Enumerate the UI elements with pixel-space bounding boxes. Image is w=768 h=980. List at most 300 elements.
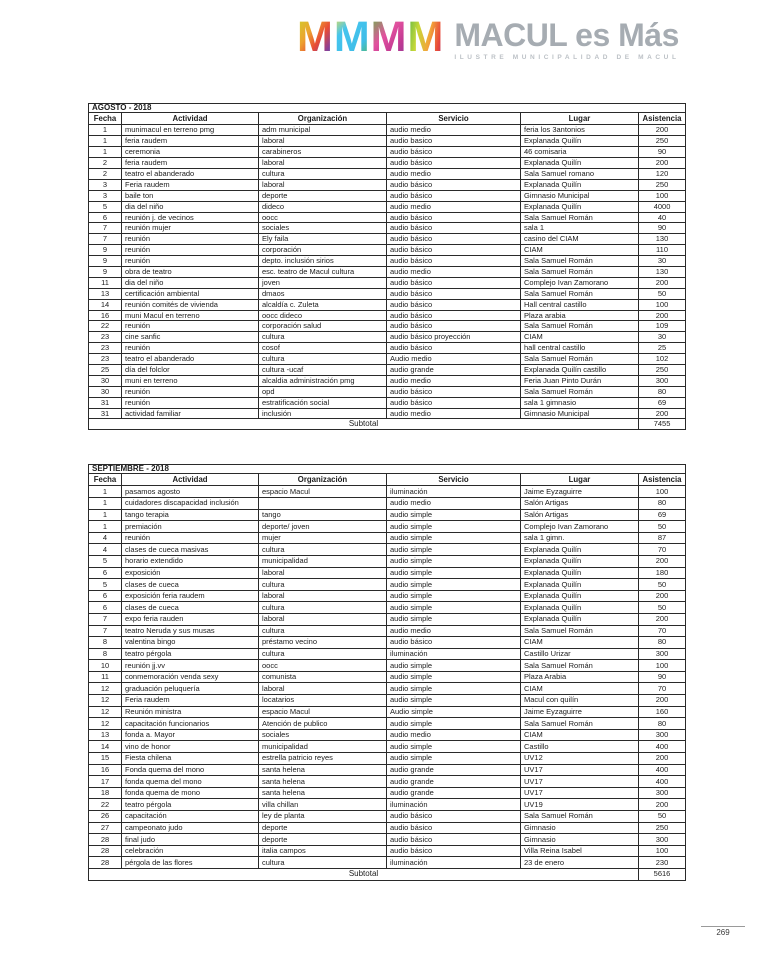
table-title: SEPTIEMBRE - 2018: [89, 465, 686, 474]
cell-fecha: 2: [89, 158, 122, 169]
cell-asistencia: 200: [639, 125, 686, 136]
cell-actividad: muni en terreno: [122, 375, 259, 386]
cell-lugar: Explanada Quilín: [521, 179, 639, 190]
cell-asistencia: 70: [639, 544, 686, 556]
cell-organizacion: Ely faila: [259, 234, 387, 245]
cell-asistencia: 87: [639, 532, 686, 544]
cell-lugar: CIAM: [521, 245, 639, 256]
cell-servicio: audio medio: [387, 266, 521, 277]
cell-fecha: 26: [89, 811, 122, 823]
cell-actividad: ceremonia: [122, 147, 259, 158]
cell-lugar: UV17: [521, 764, 639, 776]
cell-actividad: teatro pérgola: [122, 799, 259, 811]
cell-servicio: audio simple: [387, 683, 521, 695]
cell-organizacion: cultura: [259, 625, 387, 637]
cell-fecha: 30: [89, 375, 122, 386]
cell-organizacion: villa chillan: [259, 799, 387, 811]
cell-fecha: 6: [89, 602, 122, 614]
table-row: [89, 354, 686, 365]
brand-text: [454, 19, 679, 61]
events-table: [88, 103, 686, 430]
cell-fecha: 30: [89, 386, 122, 397]
cell-actividad: clases de cueca masivas: [122, 544, 259, 556]
cell-lugar: UV17: [521, 776, 639, 788]
subtotal-label: Subtotal: [89, 419, 639, 430]
table-row: [89, 397, 686, 408]
cell-lugar: feria los 3antonios: [521, 125, 639, 136]
cell-lugar: Sala Samuel Román: [521, 288, 639, 299]
table-row: [89, 256, 686, 267]
cell-asistencia: 100: [639, 845, 686, 857]
cell-fecha: 4: [89, 532, 122, 544]
cell-fecha: 9: [89, 245, 122, 256]
cell-servicio: audio medio: [387, 375, 521, 386]
cell-actividad: reunión j. de vecinos: [122, 212, 259, 223]
cell-fecha: 12: [89, 695, 122, 707]
column-header-organizacion: Organización: [259, 474, 387, 486]
cell-fecha: 14: [89, 299, 122, 310]
cell-servicio: audio básico proyección: [387, 332, 521, 343]
cell-actividad: reunión: [122, 321, 259, 332]
cell-lugar: Explanada Quilín: [521, 602, 639, 614]
table-row: [89, 299, 686, 310]
cell-lugar: Jaime Eyzaguirre: [521, 486, 639, 498]
cell-actividad: reunión: [122, 234, 259, 245]
cell-asistencia: 400: [639, 741, 686, 753]
cell-asistencia: 400: [639, 776, 686, 788]
cell-servicio: audio básico: [387, 299, 521, 310]
cell-fecha: 11: [89, 277, 122, 288]
cell-lugar: hall central castillo: [521, 343, 639, 354]
table-row: [89, 613, 686, 625]
cell-organizacion: tango: [259, 509, 387, 521]
cell-asistencia: 50: [639, 602, 686, 614]
cell-fecha: 27: [89, 822, 122, 834]
cell-actividad: reunión: [122, 256, 259, 267]
cell-actividad: horario extendido: [122, 555, 259, 567]
cell-organizacion: oocc: [259, 212, 387, 223]
cell-servicio: audio grande: [387, 764, 521, 776]
cell-lugar: Sala Samuel Román: [521, 386, 639, 397]
cell-actividad: reunión: [122, 397, 259, 408]
cell-fecha: 7: [89, 223, 122, 234]
cell-asistencia: 102: [639, 354, 686, 365]
cell-fecha: 16: [89, 310, 122, 321]
cell-asistencia: 100: [639, 190, 686, 201]
cell-organizacion: deporte: [259, 190, 387, 201]
cell-organizacion: dmaos: [259, 288, 387, 299]
cell-lugar: UV19: [521, 799, 639, 811]
cell-asistencia: 300: [639, 729, 686, 741]
cell-organizacion: corporación salud: [259, 321, 387, 332]
table-row: [89, 179, 686, 190]
cell-organizacion: adm municipal: [259, 125, 387, 136]
cell-lugar: Explanada Quilín: [521, 158, 639, 169]
cell-lugar: Sala Samuel Román: [521, 660, 639, 672]
cell-actividad: clases de cueca: [122, 602, 259, 614]
cell-organizacion: ley de planta: [259, 811, 387, 823]
cell-actividad: exposición: [122, 567, 259, 579]
cell-asistencia: 110: [639, 245, 686, 256]
brand-subtitle: ILUSTRE MUNICIPALIDAD DE MACUL: [454, 53, 680, 61]
table-row: [89, 834, 686, 846]
cell-lugar: Sala Samuel Román: [521, 811, 639, 823]
cell-asistencia: 200: [639, 590, 686, 602]
column-header-servicio: Servicio: [387, 113, 521, 125]
cell-fecha: 28: [89, 857, 122, 869]
cell-asistencia: 50: [639, 521, 686, 533]
cell-asistencia: 300: [639, 834, 686, 846]
cell-lugar: Villa Reina Isabel: [521, 845, 639, 857]
cell-lugar: Gimnasio Municipal: [521, 190, 639, 201]
cell-lugar: Sala Samuel Román: [521, 266, 639, 277]
table-row: [89, 497, 686, 509]
cell-asistencia: 4000: [639, 201, 686, 212]
table-row: [89, 125, 686, 136]
cell-servicio: audio básico: [387, 288, 521, 299]
cell-servicio: audio básico: [387, 147, 521, 158]
cell-actividad: teatro el abanderado: [122, 168, 259, 179]
cell-fecha: 6: [89, 212, 122, 223]
cell-asistencia: 200: [639, 408, 686, 419]
cell-organizacion: laboral: [259, 179, 387, 190]
cell-fecha: 7: [89, 625, 122, 637]
cell-asistencia: 300: [639, 648, 686, 660]
cell-fecha: 1: [89, 125, 122, 136]
cell-fecha: 28: [89, 834, 122, 846]
cell-actividad: cuidadores discapacidad inclusión: [122, 497, 259, 509]
table-row: [89, 729, 686, 741]
cell-organizacion: esc. teatro de Macul cultura: [259, 266, 387, 277]
cell-organizacion: inclusión: [259, 408, 387, 419]
cell-servicio: iluminación: [387, 799, 521, 811]
cell-fecha: 6: [89, 590, 122, 602]
cell-lugar: Explanada Quilín: [521, 590, 639, 602]
cell-servicio: audio medio: [387, 497, 521, 509]
table-row: [89, 168, 686, 179]
cell-servicio: audio básico: [387, 811, 521, 823]
cell-fecha: 1: [89, 497, 122, 509]
cell-servicio: audio básico: [387, 190, 521, 201]
cell-servicio: audio básico: [387, 256, 521, 267]
cell-actividad: reunión jj.vv: [122, 660, 259, 672]
cell-asistencia: 69: [639, 397, 686, 408]
cell-fecha: 1: [89, 486, 122, 498]
cell-organizacion: depto. inclusión sirios: [259, 256, 387, 267]
table-row: [89, 660, 686, 672]
table-row: [89, 741, 686, 753]
cell-lugar: Explanada Quilín: [521, 201, 639, 212]
table-row: [89, 555, 686, 567]
cell-asistencia: 250: [639, 179, 686, 190]
cell-actividad: campeonato judo: [122, 822, 259, 834]
table-row: [89, 332, 686, 343]
cell-servicio: audio simple: [387, 602, 521, 614]
cell-organizacion: sociales: [259, 729, 387, 741]
cell-asistencia: 90: [639, 147, 686, 158]
cell-fecha: 5: [89, 579, 122, 591]
cell-organizacion: cosof: [259, 343, 387, 354]
cell-actividad: reunión: [122, 532, 259, 544]
cell-fecha: 13: [89, 729, 122, 741]
cell-organizacion: santa helena: [259, 776, 387, 788]
cell-actividad: baile ton: [122, 190, 259, 201]
cell-servicio: audio simple: [387, 567, 521, 579]
cell-organizacion: laboral: [259, 567, 387, 579]
cell-organizacion: oocc: [259, 660, 387, 672]
cell-actividad: valentina bingo: [122, 637, 259, 649]
cell-organizacion: cultura: [259, 168, 387, 179]
column-header-actividad: Actividad: [122, 113, 259, 125]
cell-asistencia: 69: [639, 509, 686, 521]
cell-lugar: Castillo Urizar: [521, 648, 639, 660]
cell-lugar: Explanada Quilín: [521, 579, 639, 591]
table-agosto: [88, 103, 685, 430]
column-header-servicio: Servicio: [387, 474, 521, 486]
cell-lugar: Sala Samuel Román: [521, 256, 639, 267]
table-row: [89, 811, 686, 823]
cell-servicio: iluminación: [387, 648, 521, 660]
cell-servicio: audio simple: [387, 544, 521, 556]
cell-fecha: 1: [89, 509, 122, 521]
cell-servicio: audio simple: [387, 613, 521, 625]
cell-fecha: 5: [89, 201, 122, 212]
cell-actividad: reunión mujer: [122, 223, 259, 234]
cell-asistencia: 25: [639, 343, 686, 354]
cell-lugar: CIAM: [521, 683, 639, 695]
cell-servicio: audio básico: [387, 321, 521, 332]
table-row: [89, 845, 686, 857]
cell-asistencia: 130: [639, 266, 686, 277]
cell-actividad: actividad familiar: [122, 408, 259, 419]
cell-lugar: Feria Juan Pinto Durán: [521, 375, 639, 386]
table-row: [89, 579, 686, 591]
table-row: [89, 776, 686, 788]
cell-servicio: audio simple: [387, 671, 521, 683]
cell-asistencia: 80: [639, 718, 686, 730]
cell-lugar: Plaza Arabia: [521, 671, 639, 683]
table-row: [89, 753, 686, 765]
table-row: [89, 799, 686, 811]
cell-servicio: audio medio: [387, 729, 521, 741]
cell-asistencia: 180: [639, 567, 686, 579]
cell-servicio: audio simple: [387, 695, 521, 707]
cell-fecha: 2: [89, 168, 122, 179]
cell-asistencia: 50: [639, 579, 686, 591]
cell-fecha: 10: [89, 660, 122, 672]
cell-asistencia: 100: [639, 486, 686, 498]
cell-fecha: 14: [89, 741, 122, 753]
cell-organizacion: municipalidad: [259, 555, 387, 567]
cell-servicio: audio grande: [387, 364, 521, 375]
cell-actividad: dia del niño: [122, 201, 259, 212]
cell-asistencia: 200: [639, 799, 686, 811]
cell-lugar: Sala Samuel Román: [521, 212, 639, 223]
table-row: [89, 787, 686, 799]
table-row: [89, 509, 686, 521]
cell-actividad: final judo: [122, 834, 259, 846]
cell-servicio: audio simple: [387, 741, 521, 753]
macul-logo: [297, 13, 680, 61]
cell-asistencia: 40: [639, 212, 686, 223]
table-row: [89, 266, 686, 277]
table-row: [89, 212, 686, 223]
cell-organizacion: joven: [259, 277, 387, 288]
cell-organizacion: deporte/ joven: [259, 521, 387, 533]
subtotal-value: 7455: [639, 419, 686, 430]
table-row: [89, 544, 686, 556]
cell-asistencia: 30: [639, 332, 686, 343]
column-header-lugar: Lugar: [521, 113, 639, 125]
table-row: [89, 857, 686, 869]
logo-m-2: M: [333, 13, 370, 61]
cell-lugar: Complejo Ivan Zamorano: [521, 521, 639, 533]
cell-asistencia: 300: [639, 375, 686, 386]
cell-organizacion: cultura: [259, 857, 387, 869]
cell-lugar: 46 comisaria: [521, 147, 639, 158]
cell-asistencia: 300: [639, 787, 686, 799]
table-row: [89, 602, 686, 614]
table-row: [89, 706, 686, 718]
table-row: [89, 648, 686, 660]
cell-servicio: audio básico: [387, 343, 521, 354]
cell-organizacion: espacio Macul: [259, 486, 387, 498]
table-row: [89, 683, 686, 695]
cell-servicio: audio simple: [387, 753, 521, 765]
events-table: [88, 464, 686, 881]
cell-organizacion: carabineros: [259, 147, 387, 158]
cell-actividad: reunión comités de vivienda: [122, 299, 259, 310]
cell-actividad: Reunión ministra: [122, 706, 259, 718]
cell-lugar: Sala Samuel Román: [521, 354, 639, 365]
cell-fecha: 7: [89, 613, 122, 625]
cell-organizacion: [259, 497, 387, 509]
cell-organizacion: cultura: [259, 648, 387, 660]
cell-actividad: fonda quema de mono: [122, 787, 259, 799]
cell-servicio: Audio simple: [387, 706, 521, 718]
cell-servicio: audio simple: [387, 521, 521, 533]
table-row: [89, 625, 686, 637]
subtotal-label: Subtotal: [89, 868, 639, 880]
table-row: [89, 321, 686, 332]
logo-m-3: M: [370, 13, 407, 61]
cell-actividad: reunión: [122, 386, 259, 397]
cell-lugar: Gimnasio: [521, 822, 639, 834]
table-row: [89, 637, 686, 649]
cell-actividad: feria raudem: [122, 136, 259, 147]
table-row: [89, 671, 686, 683]
cell-organizacion: espacio Macul: [259, 706, 387, 718]
cell-servicio: audio simple: [387, 555, 521, 567]
cell-actividad: dia del niño: [122, 277, 259, 288]
cell-servicio: audio simple: [387, 579, 521, 591]
cell-lugar: 23 de enero: [521, 857, 639, 869]
cell-servicio: audio medio: [387, 201, 521, 212]
table-row: [89, 310, 686, 321]
cell-fecha: 23: [89, 332, 122, 343]
cell-asistencia: 200: [639, 695, 686, 707]
cell-lugar: Sala Samuel Román: [521, 321, 639, 332]
cell-lugar: UV12: [521, 753, 639, 765]
table-row: [89, 718, 686, 730]
cell-servicio: Audio medio: [387, 354, 521, 365]
cell-asistencia: 250: [639, 822, 686, 834]
table-row: [89, 521, 686, 533]
table-row: [89, 158, 686, 169]
cell-fecha: 1: [89, 147, 122, 158]
cell-servicio: audio simple: [387, 718, 521, 730]
cell-actividad: teatro pérgola: [122, 648, 259, 660]
column-header-fecha: Fecha: [89, 474, 122, 486]
cell-lugar: Macul con quilín: [521, 695, 639, 707]
cell-lugar: UV17: [521, 787, 639, 799]
cell-lugar: Explanada Quilín castillo: [521, 364, 639, 375]
cell-actividad: Feria raudem: [122, 179, 259, 190]
table-row: [89, 822, 686, 834]
cell-asistencia: 80: [639, 637, 686, 649]
table-row: [89, 190, 686, 201]
cell-actividad: celebración: [122, 845, 259, 857]
cell-lugar: Plaza arabia: [521, 310, 639, 321]
cell-organizacion: alcaldia administración pmg: [259, 375, 387, 386]
cell-servicio: audio simple: [387, 660, 521, 672]
cell-organizacion: Atención de publico: [259, 718, 387, 730]
cell-fecha: 12: [89, 706, 122, 718]
cell-actividad: pasamos agosto: [122, 486, 259, 498]
cell-servicio: audio básico: [387, 234, 521, 245]
cell-actividad: día del folclor: [122, 364, 259, 375]
cell-organizacion: estratificación social: [259, 397, 387, 408]
cell-servicio: audio básico: [387, 158, 521, 169]
cell-fecha: 6: [89, 567, 122, 579]
cell-actividad: pérgola de las flores: [122, 857, 259, 869]
cell-organizacion: santa helena: [259, 764, 387, 776]
cell-asistencia: 109: [639, 321, 686, 332]
cell-organizacion: cultura: [259, 354, 387, 365]
cell-lugar: Explanada Quilín: [521, 613, 639, 625]
cell-lugar: Gimnasio Municipal: [521, 408, 639, 419]
cell-actividad: cine sanfic: [122, 332, 259, 343]
cell-fecha: 22: [89, 799, 122, 811]
cell-organizacion: dideco: [259, 201, 387, 212]
table-row: [89, 695, 686, 707]
cell-asistencia: 200: [639, 277, 686, 288]
cell-lugar: Sala Samuel romano: [521, 168, 639, 179]
cell-organizacion: italia campos: [259, 845, 387, 857]
cell-fecha: 23: [89, 343, 122, 354]
cell-organizacion: mujer: [259, 532, 387, 544]
cell-asistencia: 90: [639, 223, 686, 234]
table-row: [89, 147, 686, 158]
cell-actividad: feria raudem: [122, 158, 259, 169]
cell-organizacion: cultura: [259, 602, 387, 614]
cell-lugar: Castillo: [521, 741, 639, 753]
cell-actividad: vino de honor: [122, 741, 259, 753]
cell-asistencia: 50: [639, 811, 686, 823]
cell-organizacion: deporte: [259, 822, 387, 834]
cell-organizacion: estrella patricio reyes: [259, 753, 387, 765]
cell-organizacion: préstamo vecino: [259, 637, 387, 649]
cell-asistencia: 100: [639, 299, 686, 310]
cell-fecha: 9: [89, 266, 122, 277]
cell-lugar: Sala Samuel Román: [521, 718, 639, 730]
cell-fecha: 15: [89, 753, 122, 765]
cell-organizacion: sociales: [259, 223, 387, 234]
cell-lugar: sala 1: [521, 223, 639, 234]
cell-asistencia: 200: [639, 753, 686, 765]
table-row: [89, 386, 686, 397]
cell-organizacion: comunista: [259, 671, 387, 683]
